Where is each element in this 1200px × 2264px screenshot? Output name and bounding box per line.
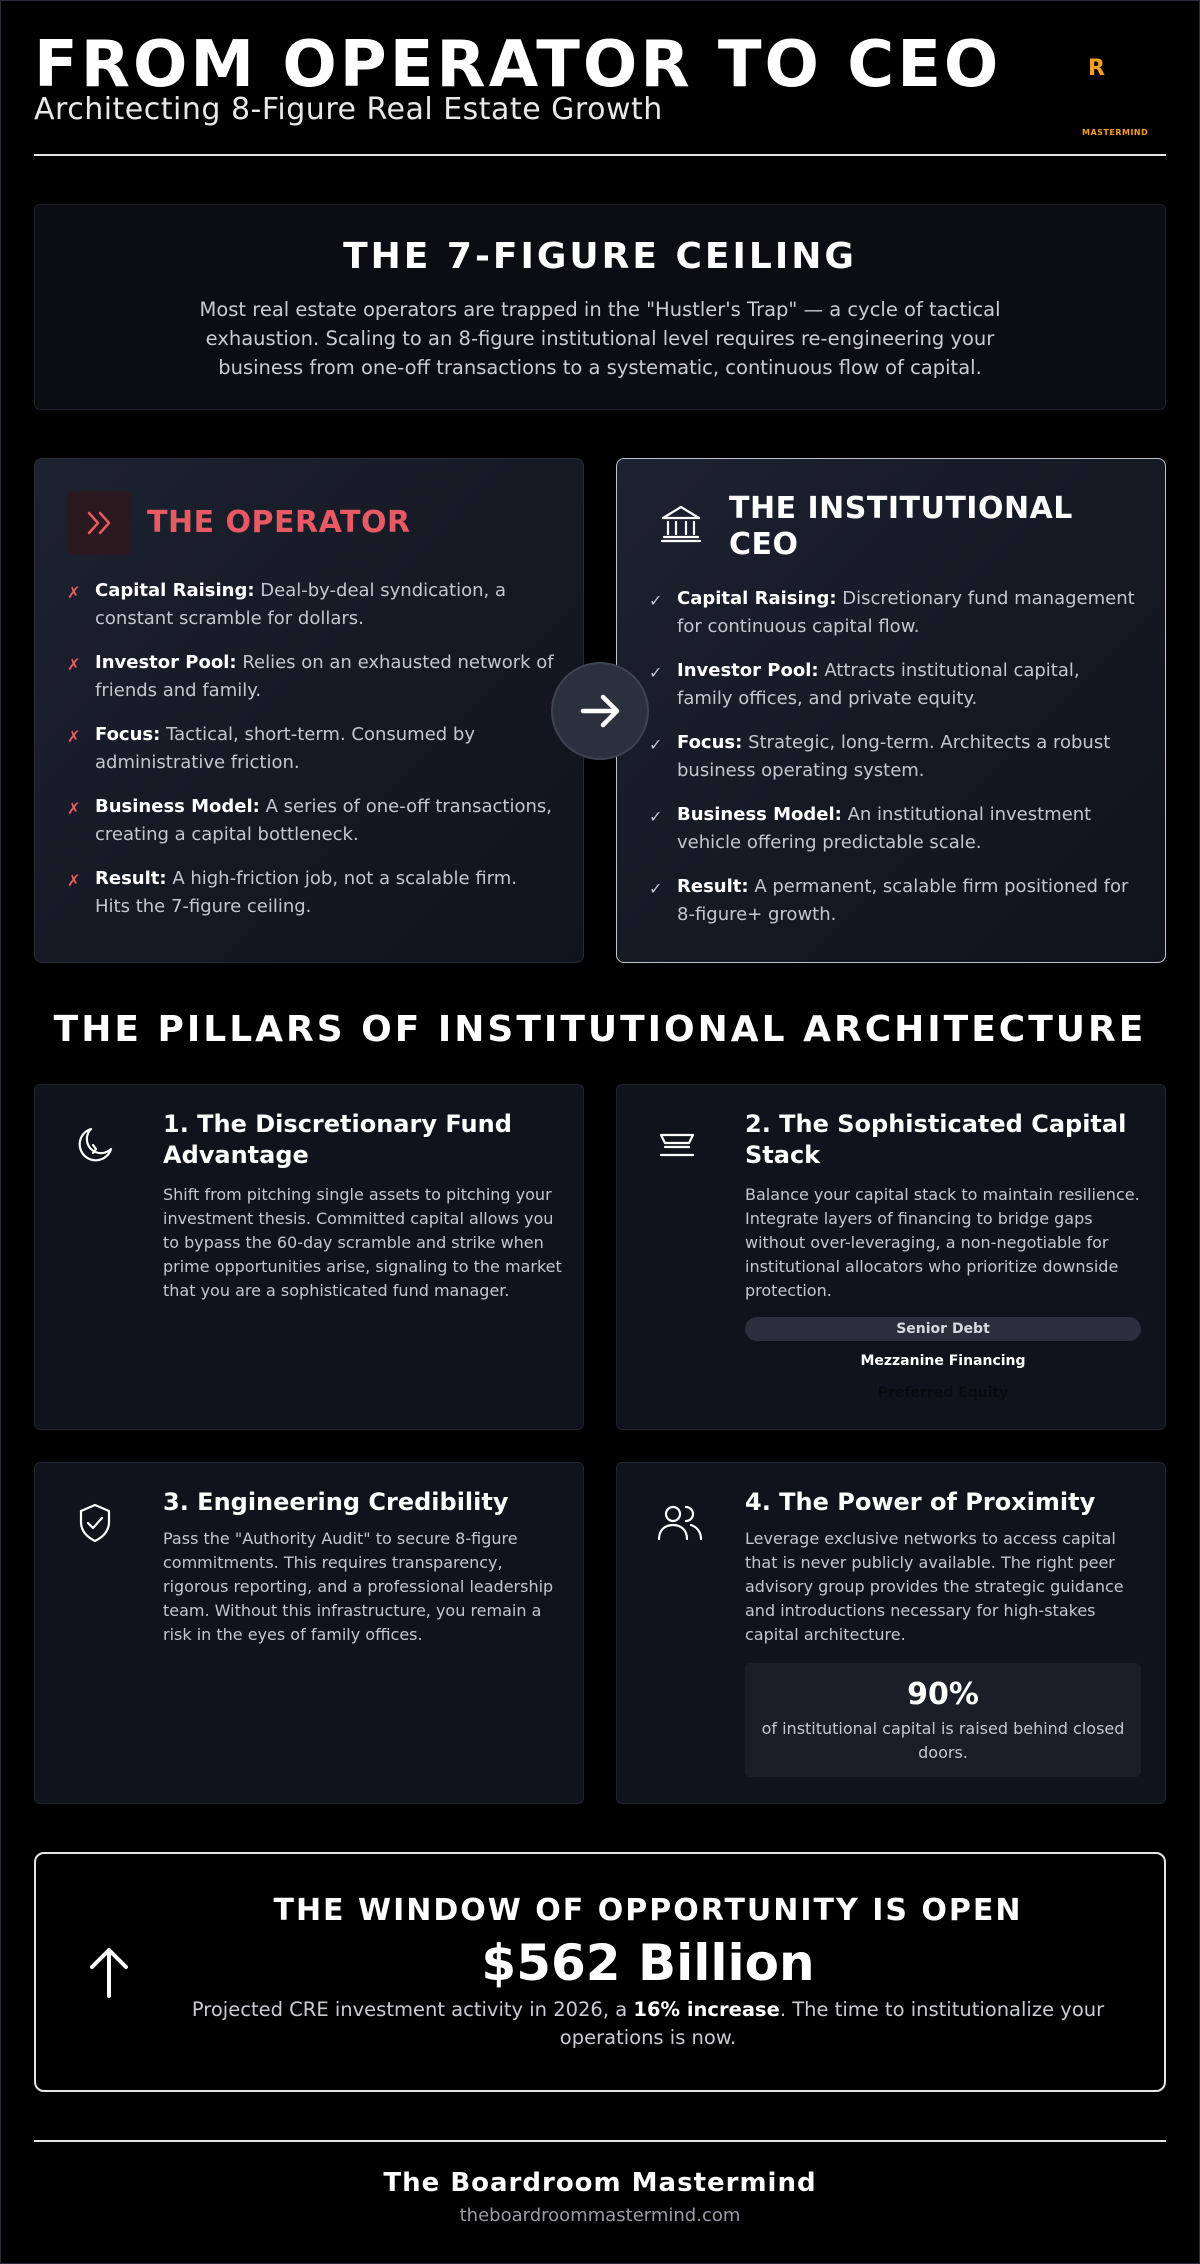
list-item: ✓ Result: A permanent, scalable firm positioned for 8-figure+ growth. <box>649 876 1129 925</box>
operator-card <box>34 458 584 963</box>
list-item: ✗ Investor Pool: Relies on an exhausted network of friends and family. <box>67 652 554 701</box>
cross-icon: ✗ <box>67 727 81 746</box>
logo-mark: R <box>1088 56 1105 81</box>
double-chevron-right-icon <box>67 491 131 555</box>
footer-url[interactable]: theboardroommastermind.com <box>459 2205 741 2226</box>
ceo-title: THE INSTITUTIONAL CEO <box>729 491 1073 562</box>
opportunity-amount: $562 Billion <box>481 1934 815 1992</box>
arrow-right-icon <box>551 662 649 760</box>
stack-layer-preferred-equity: Preferred Equity <box>877 1385 1009 1401</box>
pillar-text: Leverage exclusive networks to access capital that is never publicly available. The right peer advisory group provides the strategic guidance and introductions necessary for high-stakes capital architecture. <box>745 1529 1124 1644</box>
logo-text: MASTERMIND <box>1082 128 1149 137</box>
opportunity-title: THE WINDOW OF OPPORTUNITY IS OPEN <box>273 1893 1023 1928</box>
stat-value: 90% <box>907 1677 979 1712</box>
operator-title: THE OPERATOR <box>147 505 411 540</box>
ceiling-title: THE 7-FIGURE CEILING <box>343 236 857 277</box>
layers-icon <box>655 1123 699 1167</box>
ceiling-card <box>34 204 1166 410</box>
check-icon: ✓ <box>649 735 663 754</box>
bank-icon <box>649 491 713 555</box>
footer-brand: The Boardroom Mastermind <box>383 2168 817 2198</box>
list-item: ✗ Business Model: A series of one-off transactions, creating a capital bottleneck. <box>67 796 552 845</box>
opportunity-description: Projected CRE investment activity in 2026, a 16% increase. The time to institutionalize your operations is now. <box>191 1998 1105 2049</box>
page-title: FROM OPERATOR TO CEO <box>34 28 1002 102</box>
list-item: ✗ Capital Raising: Deal-by-deal syndication, a constant scramble for dollars. <box>67 580 507 629</box>
ceo-list <box>649 585 1139 945</box>
list-item: ✗ Focus: Tactical, short-term. Consumed by administrative friction. <box>67 724 476 773</box>
pillar-card-fund <box>34 1084 584 1430</box>
capital-stack <box>745 1317 1141 1413</box>
pillar-text: Balance your capital stack to maintain resilience. Integrate layers of financing to bridge gaps without over-leveraging, a non-negotiable for institutional allocators who prioritize downside protection. <box>745 1185 1140 1300</box>
cross-icon: ✗ <box>67 799 81 818</box>
users-icon <box>655 1501 699 1545</box>
pillar-title: 2. The Sophisticated Capital Stack <box>745 1110 1127 1169</box>
pillar-card-capital-stack <box>616 1084 1166 1430</box>
stat-box <box>745 1663 1141 1777</box>
check-icon: ✓ <box>649 807 663 826</box>
arrow-up-icon <box>84 1942 134 2002</box>
increase-highlight: 16% increase <box>633 1998 780 2021</box>
pillar-text: Pass the "Authority Audit" to secure 8-figure commitments. This requires transparency, rigorous reporting, and a professional leadership team. Without this infrastructure, you remain a risk in the eyes of family offices. <box>163 1529 554 1644</box>
list-item: ✓ Focus: Strategic, long-term. Architects a robust business operating system. <box>649 732 1111 781</box>
page-subtitle: Architecting 8-Figure Real Estate Growth <box>34 92 663 127</box>
list-item: ✗ Result: A high-friction job, not a scalable firm. Hits the 7-figure ceiling. <box>67 868 517 917</box>
check-icon: ✓ <box>649 879 663 898</box>
stat-text: of institutional capital is raised behind closed doors. <box>761 1719 1125 1762</box>
shield-check-icon <box>73 1501 117 1545</box>
pillar-card-proximity <box>616 1462 1166 1804</box>
check-icon: ✓ <box>649 663 663 682</box>
ceo-card <box>616 458 1166 963</box>
list-item: ✓ Investor Pool: Attracts institutional capital, family offices, and private equity. <box>649 660 1080 709</box>
opportunity-card <box>34 1852 1166 2092</box>
header <box>34 28 1166 156</box>
ceiling-text: Most real estate operators are trapped in the "Hustler's Trap" — a cycle of tactical exhaustion. Scaling to an 8-figure institutional level requires re-engineering your business from one-off transactions to a systematic, continuous flow of capital. <box>199 298 1001 379</box>
stack-layer-mezzanine: Mezzanine Financing <box>860 1353 1026 1369</box>
pillar-title: 3. Engineering Credibility <box>163 1488 509 1516</box>
pillars-title: THE PILLARS OF INSTITUTIONAL ARCHITECTURE <box>53 1009 1147 1050</box>
cross-icon: ✗ <box>67 655 81 674</box>
check-icon: ✓ <box>649 591 663 610</box>
brand-logo[interactable] <box>1072 56 1152 137</box>
pillar-title: 1. The Discretionary Fund Advantage <box>163 1110 512 1169</box>
list-item: ✓ Business Model: An institutional investment vehicle offering predictable scale. <box>649 804 1092 853</box>
cross-icon: ✗ <box>67 871 81 890</box>
footer-divider <box>34 2140 1166 2142</box>
pillar-text: Shift from pitching single assets to pitching your investment thesis. Committed capital allows you to bypass the 60-day scramble and strike when prime opportunities arise, signaling to the market that you are a sophisticated fund manager. <box>163 1185 562 1300</box>
moon-icon <box>73 1123 117 1167</box>
list-item: ✓ Capital Raising: Discretionary fund management for continuous capital flow. <box>649 588 1135 637</box>
cross-icon: ✗ <box>67 583 81 602</box>
pillar-card-credibility <box>34 1462 584 1804</box>
stack-layer-senior-debt: Senior Debt <box>745 1317 1141 1341</box>
pillar-title: 4. The Power of Proximity <box>745 1488 1096 1516</box>
operator-list <box>67 577 557 937</box>
